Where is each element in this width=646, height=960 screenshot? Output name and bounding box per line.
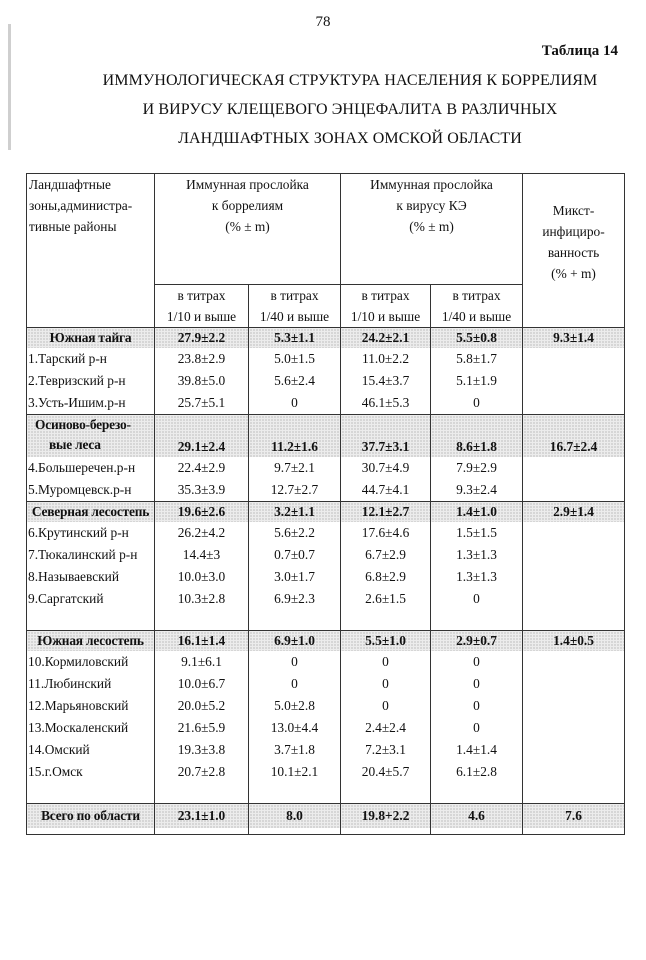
table-cell: 9.7±2.1 [249,457,341,479]
table-title [70,66,630,153]
table-title-line: ЛАНДШАФТНЫХ ЗОНАХ ОМСКОЙ ОБЛАСТИ [178,130,522,147]
table-cell: 21.6±5.9 [155,717,249,739]
table-header-row [27,174,625,285]
district-name: 13.Москаленский [27,717,155,739]
table-cell: 7.6 [523,804,625,829]
table-cell: 19.8+2.2 [341,804,431,829]
table-cell: 5.0±1.5 [249,348,341,370]
district-name: 8.Называевский [27,566,155,588]
table-cell: 20.4±5.7 [341,761,431,783]
district-row [27,761,625,783]
table-cell: 10.0±3.0 [155,566,249,588]
table-cell: 11.0±2.2 [341,348,431,370]
table-cell: 8.6±1.8 [431,415,523,458]
table-cell: 8.0 [249,804,341,829]
table-label: Таблица 14 [541,43,618,59]
district-row [27,739,625,761]
table-cell: 2.6±1.5 [341,588,431,610]
table-cell [523,479,625,502]
table-cell: 0 [341,651,431,673]
table-cell: 23.8±2.9 [155,348,249,370]
table-cell: 30.7±4.9 [341,457,431,479]
zone-name: Южная лесостепь [27,631,155,652]
table-cell: 20.7±2.8 [155,761,249,783]
table-cell: 0 [431,673,523,695]
table-cell: 1.4±0.5 [523,631,625,652]
spacer-row [27,828,625,835]
table-cell [523,673,625,695]
table-cell: 19.6±2.6 [155,502,249,523]
district-name: 10.Кормиловский [27,651,155,673]
district-row [27,651,625,673]
immunology-table [26,173,625,835]
table-cell: 0.7±0.7 [249,544,341,566]
page-binding-edge [8,24,11,150]
table-cell: 14.4±3 [155,544,249,566]
table-cell: 6.9±1.0 [249,631,341,652]
district-row [27,348,625,370]
table-cell: 5.0±2.8 [249,695,341,717]
table-cell [523,522,625,544]
zone-row [27,328,625,349]
district-name: 1.Тарский р-н [27,348,155,370]
district-row [27,695,625,717]
table-cell: 15.4±3.7 [341,370,431,392]
table-cell [523,651,625,673]
table-cell: 3.0±1.7 [249,566,341,588]
total-row [27,804,625,829]
table-cell [523,717,625,739]
header-tbe-virus-immunity: Иммунная прослойка к вирусу КЭ (% ± m) [341,174,523,285]
table-cell: 12.7±2.7 [249,479,341,502]
table-cell: 9.1±6.1 [155,651,249,673]
table-cell: 5.6±2.4 [249,370,341,392]
zone-name: Южная тайга [27,328,155,349]
subheader-cell: в титрах 1/40 и выше [431,285,523,328]
district-row [27,588,625,610]
table-cell [523,566,625,588]
district-row [27,566,625,588]
district-name: 2.Тевризский р-н [27,370,155,392]
table-cell: 1.3±1.3 [431,566,523,588]
table-cell: 9.3±2.4 [431,479,523,502]
table-cell: 23.1±1.0 [155,804,249,829]
table-cell: 10.3±2.8 [155,588,249,610]
table-cell: 46.1±5.3 [341,392,431,415]
table-cell: 25.7±5.1 [155,392,249,415]
district-name: 6.Крутинский р-н [27,522,155,544]
district-row [27,544,625,566]
table-cell: 20.0±5.2 [155,695,249,717]
district-name: 11.Любинский [27,673,155,695]
table-cell: 7.9±2.9 [431,457,523,479]
table-cell: 39.8±5.0 [155,370,249,392]
table-cell: 6.7±2.9 [341,544,431,566]
subheader-cell: в титрах 1/40 и выше [249,285,341,328]
table-cell: 5.5±0.8 [431,328,523,349]
table-cell: 37.7±3.1 [341,415,431,458]
table-cell: 9.3±1.4 [523,328,625,349]
table-cell: 16.7±2.4 [523,415,625,458]
table-cell: 22.4±2.9 [155,457,249,479]
table-cell: 5.1±1.9 [431,370,523,392]
table-cell: 5.8±1.7 [431,348,523,370]
header-landscape-zones: Ландшафтные зоны,администра- тивные районы [27,174,155,328]
table-cell [523,588,625,610]
table-cell [523,761,625,783]
table-cell: 2.9±1.4 [523,502,625,523]
table-cell [523,457,625,479]
table-cell: 11.2±1.6 [249,415,341,458]
table-cell: 0 [431,695,523,717]
table-cell: 0 [249,392,341,415]
table-cell: 0 [249,673,341,695]
table-cell: 7.2±3.1 [341,739,431,761]
zone-name: Осиново-березо- вые леса [27,415,155,458]
spacer-row [27,610,625,631]
table-cell: 10.1±2.1 [249,761,341,783]
table-cell: 3.7±1.8 [249,739,341,761]
table-cell: 0 [249,651,341,673]
table-cell [523,544,625,566]
table-cell: 0 [431,588,523,610]
spacer-row [27,783,625,804]
table-cell: 26.2±4.2 [155,522,249,544]
table-cell: 0 [431,392,523,415]
subheader-cell: в титрах 1/10 и выше [341,285,431,328]
table-cell: 3.2±1.1 [249,502,341,523]
table-cell: 0 [341,695,431,717]
table-cell: 44.7±4.1 [341,479,431,502]
district-name: 12.Марьяновский [27,695,155,717]
district-name: 3.Усть-Ишим.р-н [27,392,155,415]
district-name: 7.Тюкалинский р-н [27,544,155,566]
table-cell: 1.4±1.4 [431,739,523,761]
page-number: 78 [315,14,331,30]
table-cell [523,370,625,392]
district-row [27,370,625,392]
header-borrelia-immunity: Иммунная прослойка к боррелиям (% ± m) [155,174,341,285]
table-cell: 17.6±4.6 [341,522,431,544]
zone-row [27,502,625,523]
table-cell: 5.6±2.2 [249,522,341,544]
table-cell [523,392,625,415]
table-title-line: И ВИРУСУ КЛЕЩЕВОГО ЭНЦЕФАЛИТА В РАЗЛИЧНЫХ [142,101,558,118]
zone-row [27,631,625,652]
table-cell [523,348,625,370]
table-cell: 13.0±4.4 [249,717,341,739]
district-name: 9.Саргатский [27,588,155,610]
table-cell: 10.0±6.7 [155,673,249,695]
table-cell: 4.6 [431,804,523,829]
table-cell: 6.9±2.3 [249,588,341,610]
district-name: 5.Муромцевск.р-н [27,479,155,502]
table-cell: 0 [341,673,431,695]
total-label: Всего по области [27,804,155,829]
table-cell: 2.9±0.7 [431,631,523,652]
table-cell: 24.2±2.1 [341,328,431,349]
table-cell [523,739,625,761]
table-cell: 1.5±1.5 [431,522,523,544]
header-mixed-infection: Микст- инфициро- ванность (% + m) [523,174,625,328]
zone-name: Северная лесостепь [27,502,155,523]
table-cell: 5.3±1.1 [249,328,341,349]
table-cell: 0 [431,651,523,673]
district-name: 14.Омский [27,739,155,761]
table-cell: 1.3±1.3 [431,544,523,566]
district-row [27,457,625,479]
district-row [27,717,625,739]
district-row [27,479,625,502]
table-cell: 6.1±2.8 [431,761,523,783]
table-cell: 16.1±1.4 [155,631,249,652]
table-cell: 29.1±2.4 [155,415,249,458]
district-row [27,673,625,695]
subheader-cell: в титрах 1/10 и выше [155,285,249,328]
district-name: 4.Большеречен.р-н [27,457,155,479]
table-cell: 6.8±2.9 [341,566,431,588]
district-row [27,522,625,544]
district-name: 15.г.Омск [27,761,155,783]
table-cell: 19.3±3.8 [155,739,249,761]
zone-row [27,415,625,458]
table-title-line: ИММУНОЛОГИЧЕСКАЯ СТРУКТУРА НАСЕЛЕНИЯ К БОРРЕЛИЯМ [102,72,598,89]
district-row [27,392,625,415]
table-cell: 35.3±3.9 [155,479,249,502]
table-cell: 12.1±2.7 [341,502,431,523]
table-cell [523,695,625,717]
table-cell: 0 [431,717,523,739]
table-cell: 2.4±2.4 [341,717,431,739]
table-cell: 1.4±1.0 [431,502,523,523]
table-cell: 5.5±1.0 [341,631,431,652]
table-cell: 27.9±2.2 [155,328,249,349]
